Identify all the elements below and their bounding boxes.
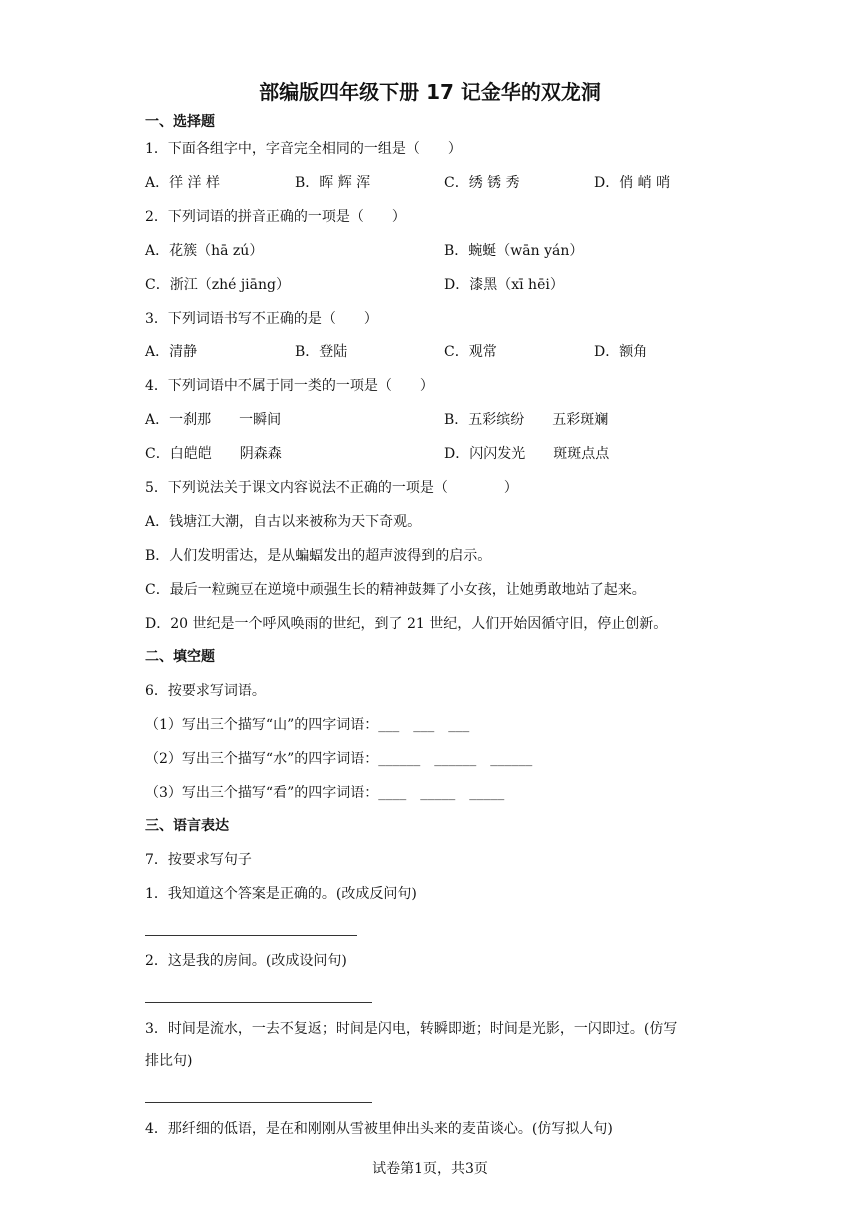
q4-option-b: B．五彩缤纷 五彩斑斓 xyxy=(444,412,609,428)
q2-option-b: B．蜿蜒（wān yán） xyxy=(444,243,584,259)
page-title: 部编版四年级下册 17 记金华的双龙洞 xyxy=(259,80,601,104)
page-footer: 试卷第1页，共3页 xyxy=(372,1161,488,1177)
section-heading-expression: 三、语言表达 xyxy=(145,818,229,834)
q3-option-a: A．清静 xyxy=(145,344,198,360)
q5-option-b: B．人们发明雷达，是从蝙蝠发出的超声波得到的启示。 xyxy=(145,548,492,564)
q7-item-3-cont: 排比句) xyxy=(145,1053,193,1069)
q6-item-1: （1）写出三个描写“山”的四字词语：___ ___ ___ xyxy=(145,717,470,733)
answer-line-3[interactable] xyxy=(145,1102,372,1103)
question-5-stem: 5．下列说法关于课文内容说法不正确的一项是（ ） xyxy=(145,480,518,496)
q3-option-b: B．登陆 xyxy=(295,344,348,360)
q5-option-d: D．20 世纪是一个呼风唤雨的世纪，到了 21 世纪，人们开始因循守旧，停止创新。 xyxy=(145,616,668,632)
q5-option-c: C．最后一粒豌豆在逆境中顽强生长的精神鼓舞了小女孩，让她勇敢地站了起来。 xyxy=(145,582,646,598)
answer-line-2[interactable] xyxy=(145,1002,372,1003)
answer-line-1[interactable] xyxy=(145,935,357,936)
q7-item-1: 1．我知道这个答案是正确的。(改成反问句) xyxy=(145,886,417,902)
q3-option-c: C．观常 xyxy=(444,344,497,360)
question-4-stem: 4．下列词语中不属于同一类的一项是（ ） xyxy=(145,378,434,394)
q3-option-d: D．额角 xyxy=(594,344,648,360)
question-1-stem: 1．下面各组字中，字音完全相同的一组是（ ） xyxy=(145,141,462,157)
section-heading-fill: 二、填空题 xyxy=(145,649,215,665)
q7-item-2: 2．这是我的房间。(改成设问句) xyxy=(145,953,347,969)
q1-option-a: A．徉 洋 样 xyxy=(145,175,221,191)
q6-item-3: （3）写出三个描写“看”的四字词语：____ _____ _____ xyxy=(145,785,505,801)
q2-option-d: D．漆黑（xī hēi） xyxy=(444,277,564,293)
q4-option-c: C．白皑皑 阴森森 xyxy=(145,446,282,462)
question-2-stem: 2．下列词语的拼音正确的一项是（ ） xyxy=(145,209,406,225)
question-6-stem: 6．按要求写词语。 xyxy=(145,683,266,699)
q1-option-b: B．晖 辉 浑 xyxy=(295,175,371,191)
question-7-stem: 7．按要求写句子 xyxy=(145,852,252,868)
question-3-stem: 3．下列词语书写不正确的是（ ） xyxy=(145,311,378,327)
q6-item-2: （2）写出三个描写“水”的四字词语：______ ______ ______ xyxy=(145,751,533,767)
q5-option-a: A．钱塘江大潮，自古以来被称为天下奇观。 xyxy=(145,514,422,530)
section-heading-choice: 一、选择题 xyxy=(145,114,215,130)
q4-option-a: A．一刹那 一瞬间 xyxy=(145,412,282,428)
q1-option-d: D．俏 峭 哨 xyxy=(594,175,671,191)
q7-item-4: 4．那纤细的低语，是在和刚刚从雪被里伸出头来的麦苗谈心。(仿写拟人句) xyxy=(145,1121,613,1137)
q1-option-c: C．绣 锈 秀 xyxy=(444,175,520,191)
q4-option-d: D．闪闪发光 斑斑点点 xyxy=(444,446,610,462)
q2-option-a: A．花簇（hā zú） xyxy=(145,243,264,259)
q2-option-c: C．浙江（zhé jiāng） xyxy=(145,277,290,293)
q7-item-3: 3．时间是流水，一去不复返；时间是闪电，转瞬即逝；时间是光影，一闪即过。(仿写 xyxy=(145,1021,678,1037)
